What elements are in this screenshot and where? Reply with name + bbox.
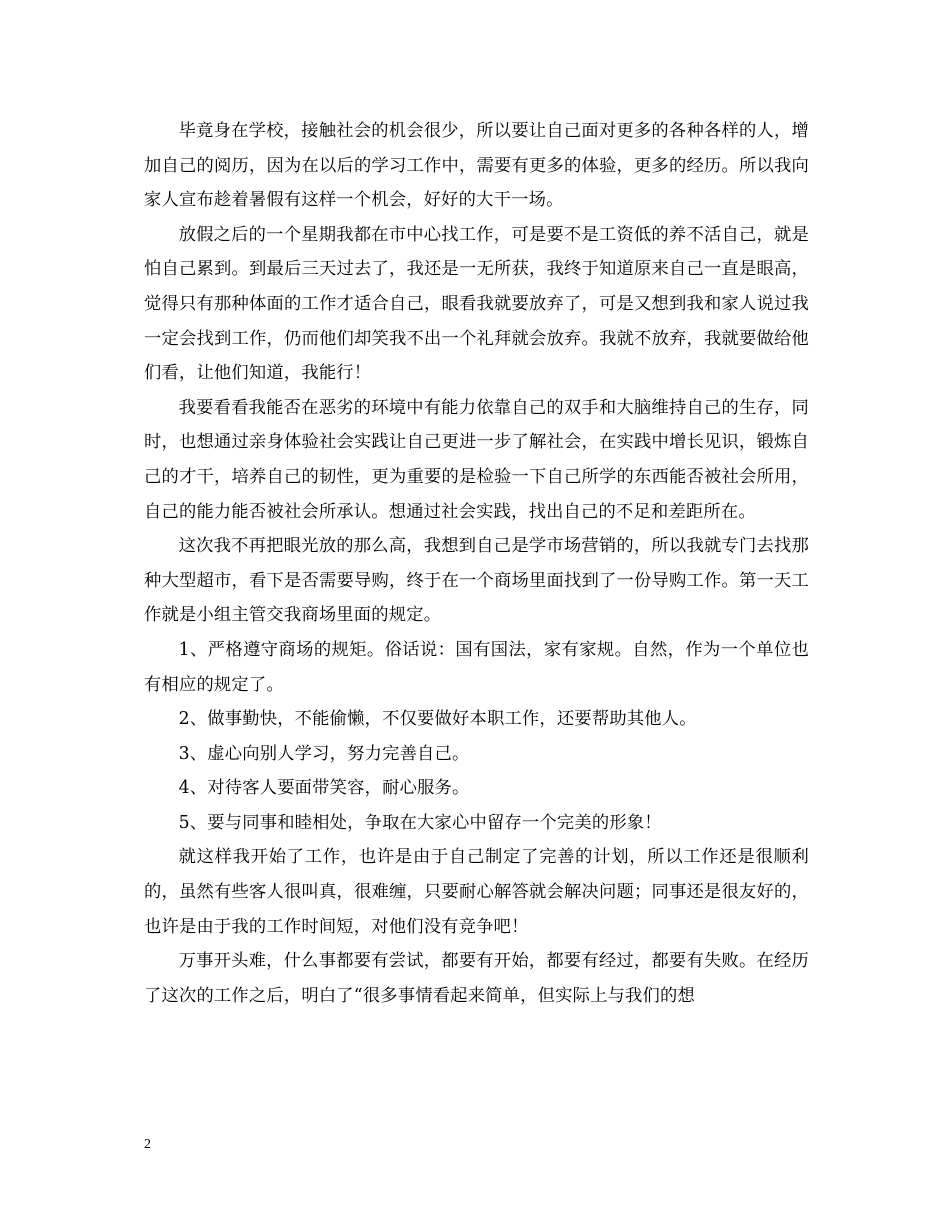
page-number: 2 [144, 1137, 151, 1152]
rule-item-2: 2、做事勤快，不能偷懒，不仅要做好本职工作，还要帮助其他人。 [178, 709, 697, 730]
paragraph-1: 毕竟身在学校，接触社会的机会很少，所以要让自己面对更多的各种各样的人，增加自己的阅历，因为在以后的学习工作中，需要有更多的体验，更多的经历。所以我向家人宣布趁着暑假有这样一个机会，好好的大干一场。 [144, 121, 809, 211]
rule-item-1: 1、严格遵守商场的规矩。俗话说：国有国法，家有家规。自然，作为一个单位也有相应的规定了。 [144, 639, 809, 695]
document-body [144, 114, 809, 1013]
rule-item-4: 4、对待客人要面带笑容，耐心服务。 [178, 778, 470, 799]
paragraph-6: 万事开头难，什么事都要有尝试，都要有开始，都要有经过，都要有失败。在经历了这次的工作之后，明白了“很多事情看起来简单，但实际上与我们的想 [144, 951, 809, 1006]
paragraph-2: 放假之后的一个星期我都在市中心找工作，可是要不是工资低的养不活自己，就是怕自己累到。到最后三天过去了，我还是一无所获，我终于知道原来自己一直是眼高，觉得只有那种体面的工作才适合自己，眼看我就要放弃了，可是又想到我和家人说过我一定会找到工作，仍而他们却笑我不出一个礼拜就会放弃。我就不放弃，我就要做给他们看，让他们知道，我能行！ [144, 224, 809, 384]
rule-item-3: 3、虚心向别人学习，努力完善自己。 [178, 743, 470, 764]
paragraph-3: 我要看看我能否在恶劣的环境中有能力依靠自己的双手和大脑维持自己的生存，同时，也想通过亲身体验社会实践让自己更进一步了解社会，在实践中增长见识，锻炼自己的才干，培养自己的韧性，更为重要的是检验一下自己所学的东西能否被社会所用，自己的能力能否被社会所承认。想通过社会实践，找出自己的不足和差距所在。 [144, 397, 809, 522]
paragraph-5: 就这样我开始了工作，也许是由于自己制定了完善的计划，所以工作还是很顺利的，虽然有些客人很叫真，很难缠，只要耐心解答就会解决问题；同事还是很友好的，也许是由于我的工作时间短，对他们没有竞争吧！ [144, 847, 809, 937]
rule-item-5: 5、要与同事和睦相处，争取在大家心中留存一个完美的形象！ [178, 812, 662, 833]
paragraph-4: 这次我不再把眼光放的那么高，我想到自己是学市场营销的，所以我就专门去找那种大型超市，看下是否需要导购，终于在一个商场里面找到了一份导购工作。第一天工作就是小组主管交我商场里面的规定。 [144, 536, 809, 626]
